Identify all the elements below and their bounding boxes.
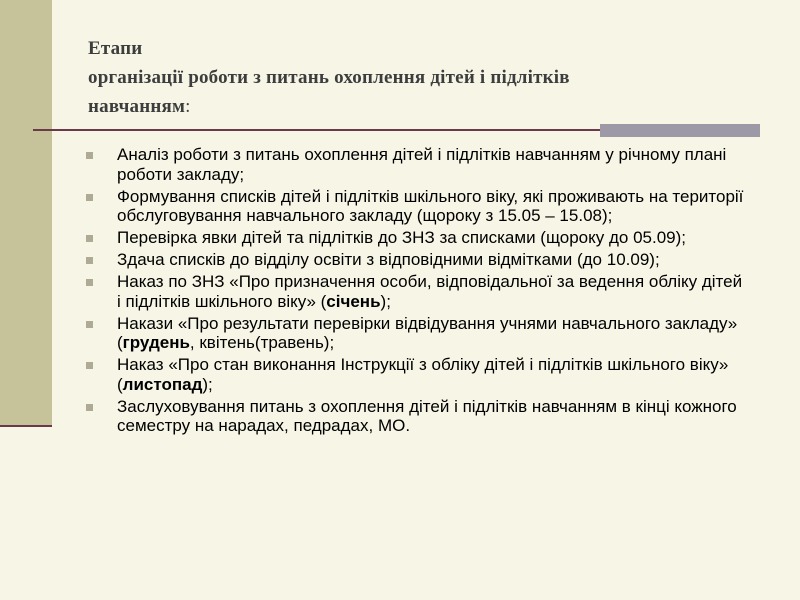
bullet-square-icon <box>86 152 93 159</box>
bullet-square-icon <box>86 362 93 369</box>
bullet-square-icon <box>86 321 93 328</box>
list-item-text-bold: січень <box>326 291 381 311</box>
title-colon: : <box>185 96 191 117</box>
slide-title <box>88 34 768 121</box>
divider-accent-block <box>600 124 760 137</box>
title-line-3 <box>88 92 768 121</box>
title-line-1: Етапи <box>88 38 143 59</box>
list-item-text: Формування списків дітей і підлітків шкільного віку, які проживають на території обслуговування навчального закладу (щороку з 15.05 – 15.08); <box>117 186 744 225</box>
list-item-text: Заслуховування питань з охоплення дітей і підлітків навчанням в кінці кожного семестру на нарадах, педрадах, МО. <box>117 396 737 435</box>
bullet-list <box>86 145 746 438</box>
bullet-square-icon <box>86 279 93 286</box>
list-item-text-post: ); <box>202 374 213 394</box>
bullet-square-icon <box>86 404 93 411</box>
list-item <box>86 228 746 248</box>
list-item-text-bold: листопад <box>122 374 203 394</box>
list-item <box>86 314 746 353</box>
bullet-square-icon <box>86 194 93 201</box>
list-item <box>86 250 746 270</box>
list-item-text-post: , квітень(травень); <box>189 333 335 352</box>
list-item-text-pre: Наказ по ЗНЗ «Про призначення особи, відповідальної за ведення обліку дітей і підлітків шкільного віку» ( <box>117 272 743 311</box>
list-item <box>86 397 746 436</box>
title-line-2: організації роботи з питань охоплення дітей і підлітків <box>88 67 570 88</box>
bullet-square-icon <box>86 235 93 242</box>
list-item <box>86 272 746 311</box>
left-bar-underline <box>0 425 52 427</box>
list-item-text-post: ); <box>380 291 391 311</box>
list-item-text-pre: Наказ «Про стан виконання Інструкції з обліку дітей і підлітків шкільного віку» ( <box>117 355 729 394</box>
list-item-text-pre: Накази «Про результати перевірки відвідування учнями навчального закладу» ( <box>117 313 738 352</box>
left-decorative-bar <box>0 0 52 425</box>
title-line-3-text: навчанням <box>88 96 186 117</box>
list-item <box>86 355 746 394</box>
list-item-text: Аналіз роботи з питань охоплення дітей і підлітків навчанням у річному плані роботи закладу; <box>117 145 727 184</box>
list-item-text-bold: грудень <box>122 333 190 352</box>
list-item-text: Перевірка явки дітей та підлітків до ЗНЗ за списками (щороку до 05.09); <box>117 228 686 247</box>
list-item <box>86 145 746 184</box>
bullet-square-icon <box>86 257 93 264</box>
list-item-text: Здача списків до відділу освіти з відповідними відмітками (до 10.09); <box>117 250 660 269</box>
list-item <box>86 187 746 226</box>
